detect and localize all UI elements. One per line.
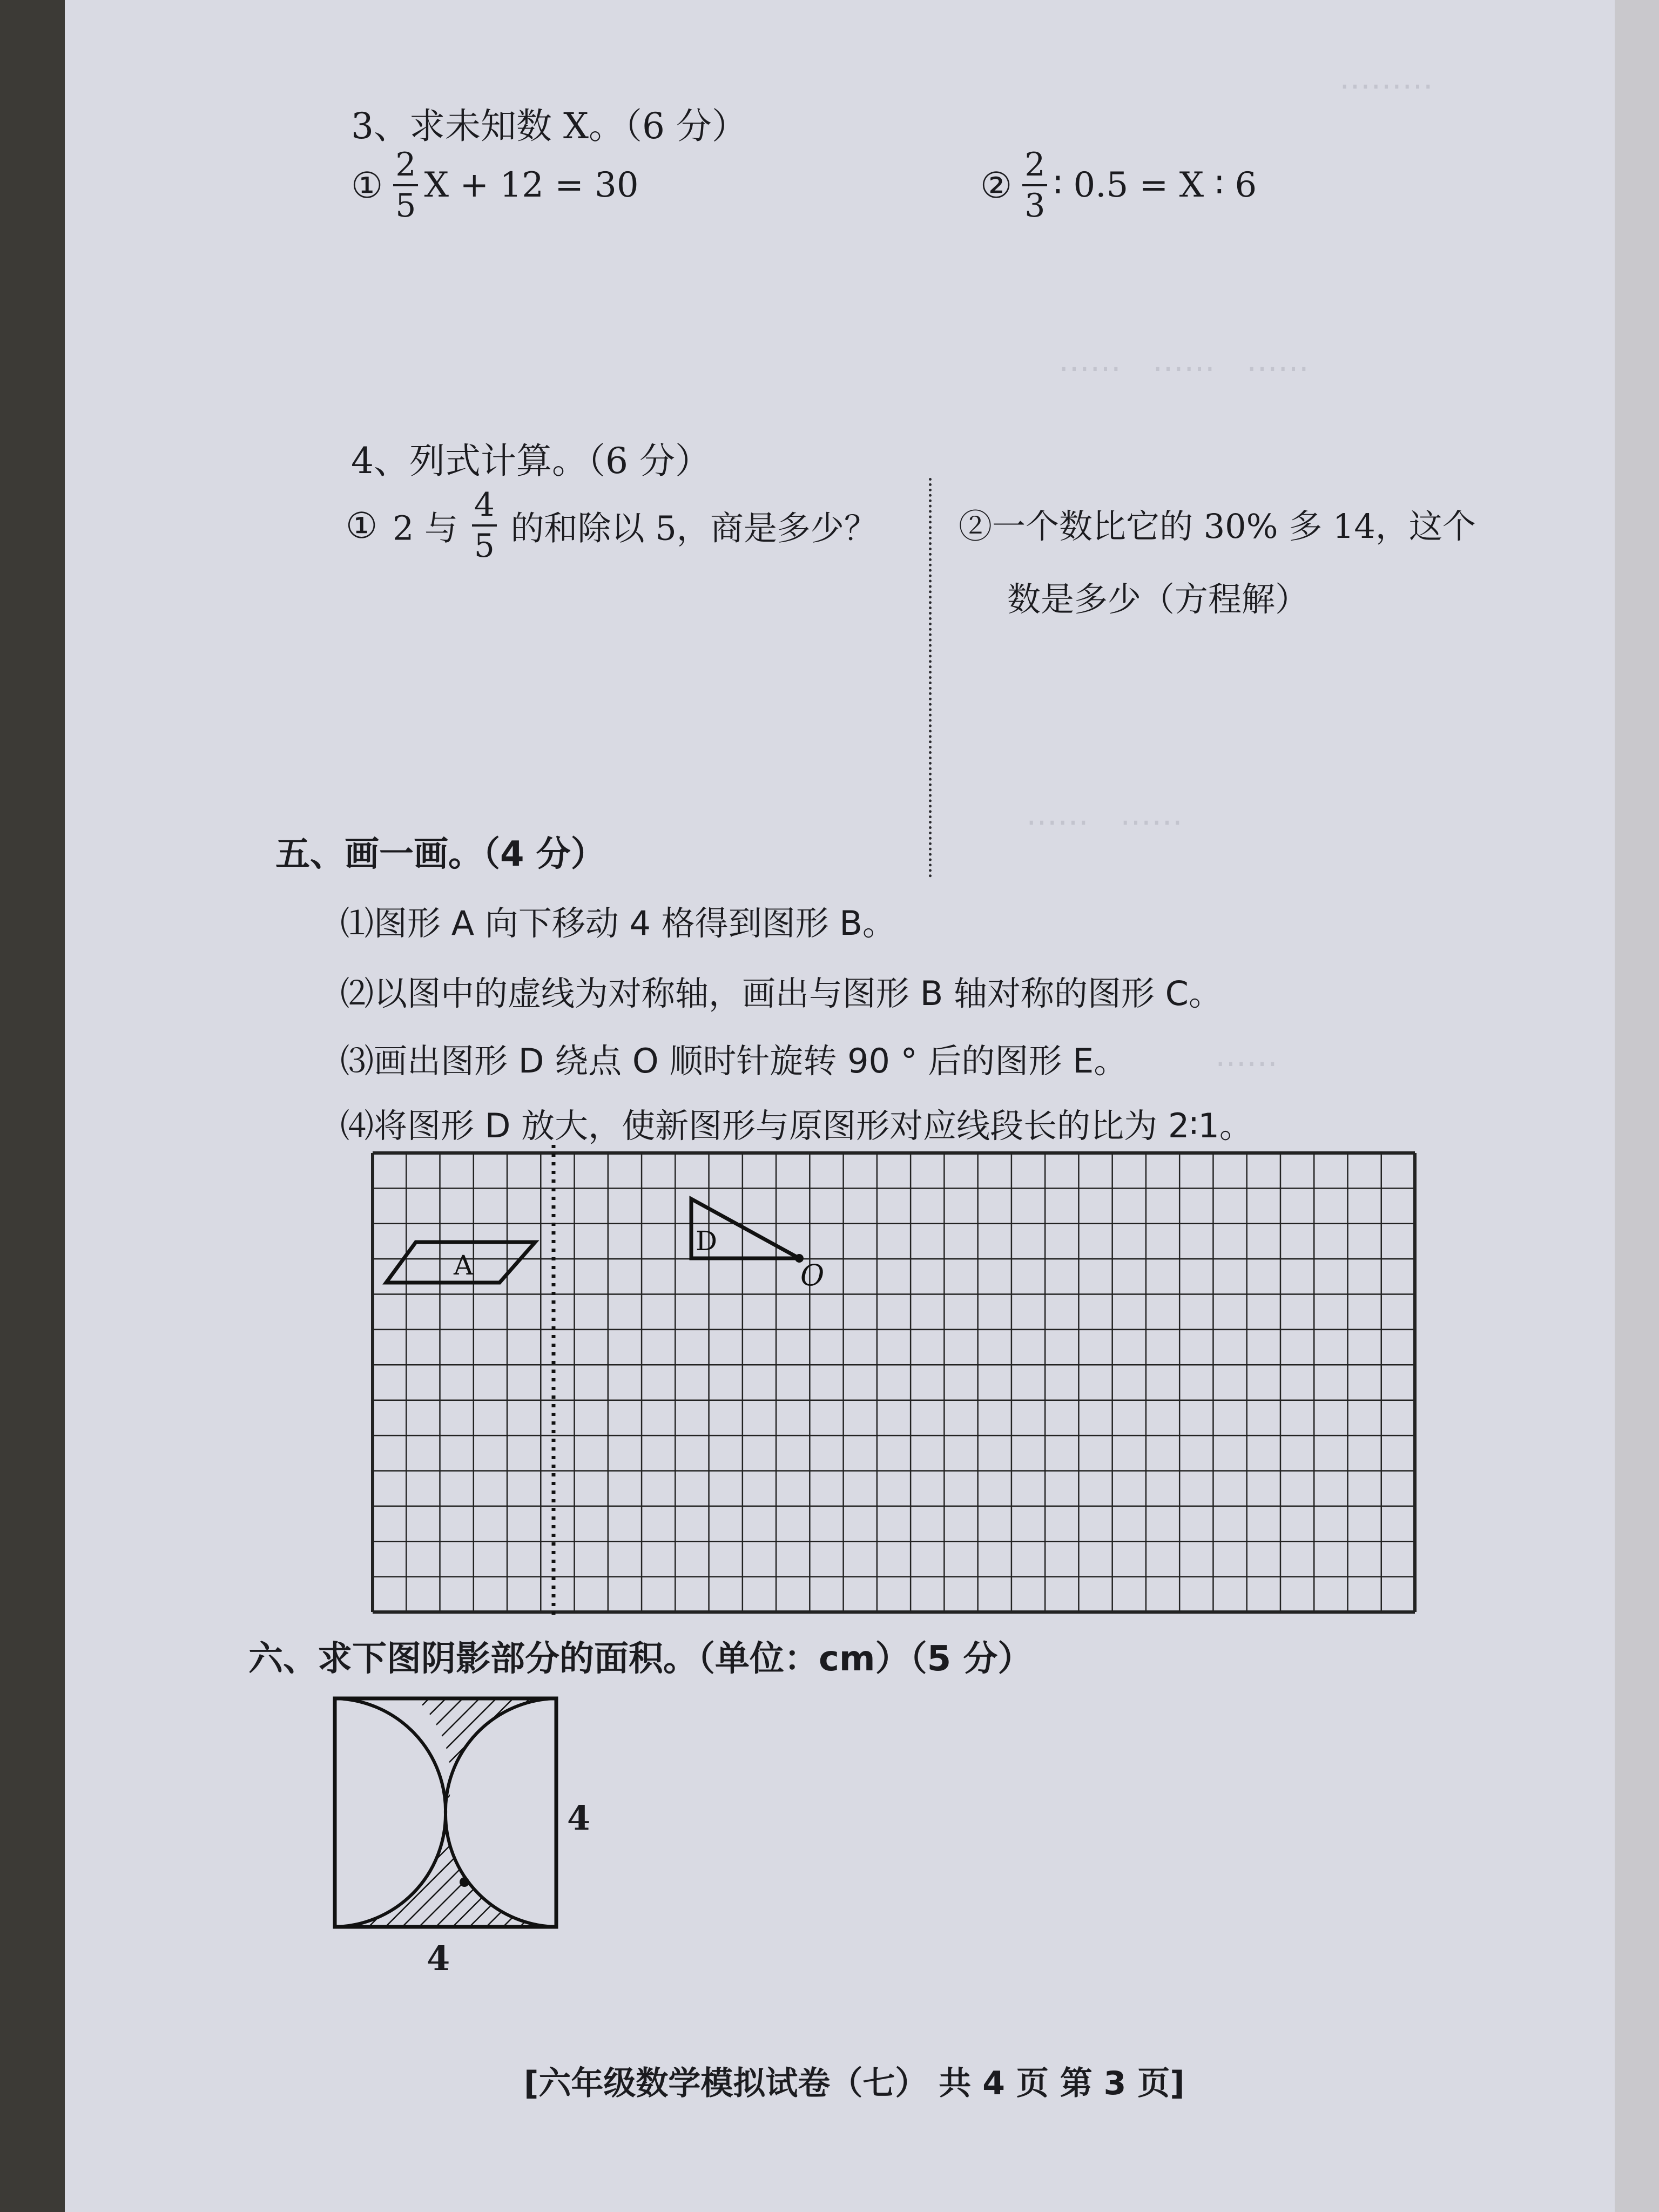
section6-title: 六、求下图阴影部分的面积。（单位：cm）（5 分） [248,1639,1033,1679]
shape-d-label: D [696,1225,718,1257]
shaded-region-top [416,1698,556,1815]
q3-eq1-fraction [393,146,418,225]
q4-divider-line [929,478,932,878]
q4-p1-text-a: 2 与 [392,508,458,548]
q3-eq2-numerator: 2 [1022,149,1047,186]
q4-problem-2-line-2: 数是多少（方程解） [1007,579,1309,619]
figure-bottom-label: 4 [427,1939,450,1978]
section5-instruction-2: ⑵以图中的虚线为对称轴，画出与图形 B 轴对称的图形 C。 [340,974,1222,1013]
q3-eq2-number: ② [980,164,1013,206]
q3-title: 3、求未知数 X。（6 分） [351,105,747,147]
q4-p1-text-b: 的和除以 5，商是多少？ [510,508,878,548]
q3-eq1-number: ① [351,164,383,206]
bleed-through-text: …… [1215,1037,1278,1074]
section5-instruction-3: ⑶画出图形 D 绕点 O 顺时针旋转 90 ° 后的图形 E。 [340,1041,1128,1081]
drawing-grid[interactable] [362,1145,1431,1631]
q4-title: 4、列式计算。（6 分） [351,440,711,482]
q4-p1-numerator: 4 [472,489,497,527]
q3-eq1-denominator: 5 [395,187,416,225]
shape-a-label: A [454,1250,474,1281]
next-page-edge [1615,0,1659,2212]
q4-problem-2-line-1: ②一个数比它的 30% 多 14，这个 [959,507,1476,546]
q3-eq2-fraction [1022,146,1047,225]
page-footer: [六年级数学模拟试卷（七） 共 4 页 第 3 页] [524,2065,1185,2102]
bleed-through-text: ……… [1339,59,1433,96]
q4-p1-number: ① [346,504,378,547]
q4-p1-denominator: 5 [474,527,495,565]
q3-eq1-numerator: 2 [393,149,418,186]
section5-instruction-1: ⑴图形 A 向下移动 4 格得到图形 B。 [340,903,896,943]
section5-title: 五、画一画。（4 分） [275,834,605,874]
grid-lines [373,1153,1415,1612]
q3-eq2-rest: ∶ 0.5 = X ∶ 6 [1053,165,1257,205]
section5-instruction-4: ⑷将图形 D 放大，使新图形与原图形对应线段长的比为 2∶1。 [340,1106,1253,1145]
q3-equation-2 [980,146,1257,225]
center-dot [460,1877,469,1887]
q4-p1-fraction [472,486,497,565]
figure-side-label: 4 [567,1798,591,1838]
bleed-through-text: …… …… [1026,795,1183,832]
q3-eq1-rest: X + 12 = 30 [424,165,639,205]
bleed-through-text: …… …… …… [1058,342,1310,379]
q3-eq2-denominator: 3 [1024,187,1046,225]
q3-equation-1 [351,146,639,225]
point-o-label: O [800,1258,825,1292]
shaded-area-figure [316,1693,586,1941]
q4-problem-1 [346,486,878,565]
